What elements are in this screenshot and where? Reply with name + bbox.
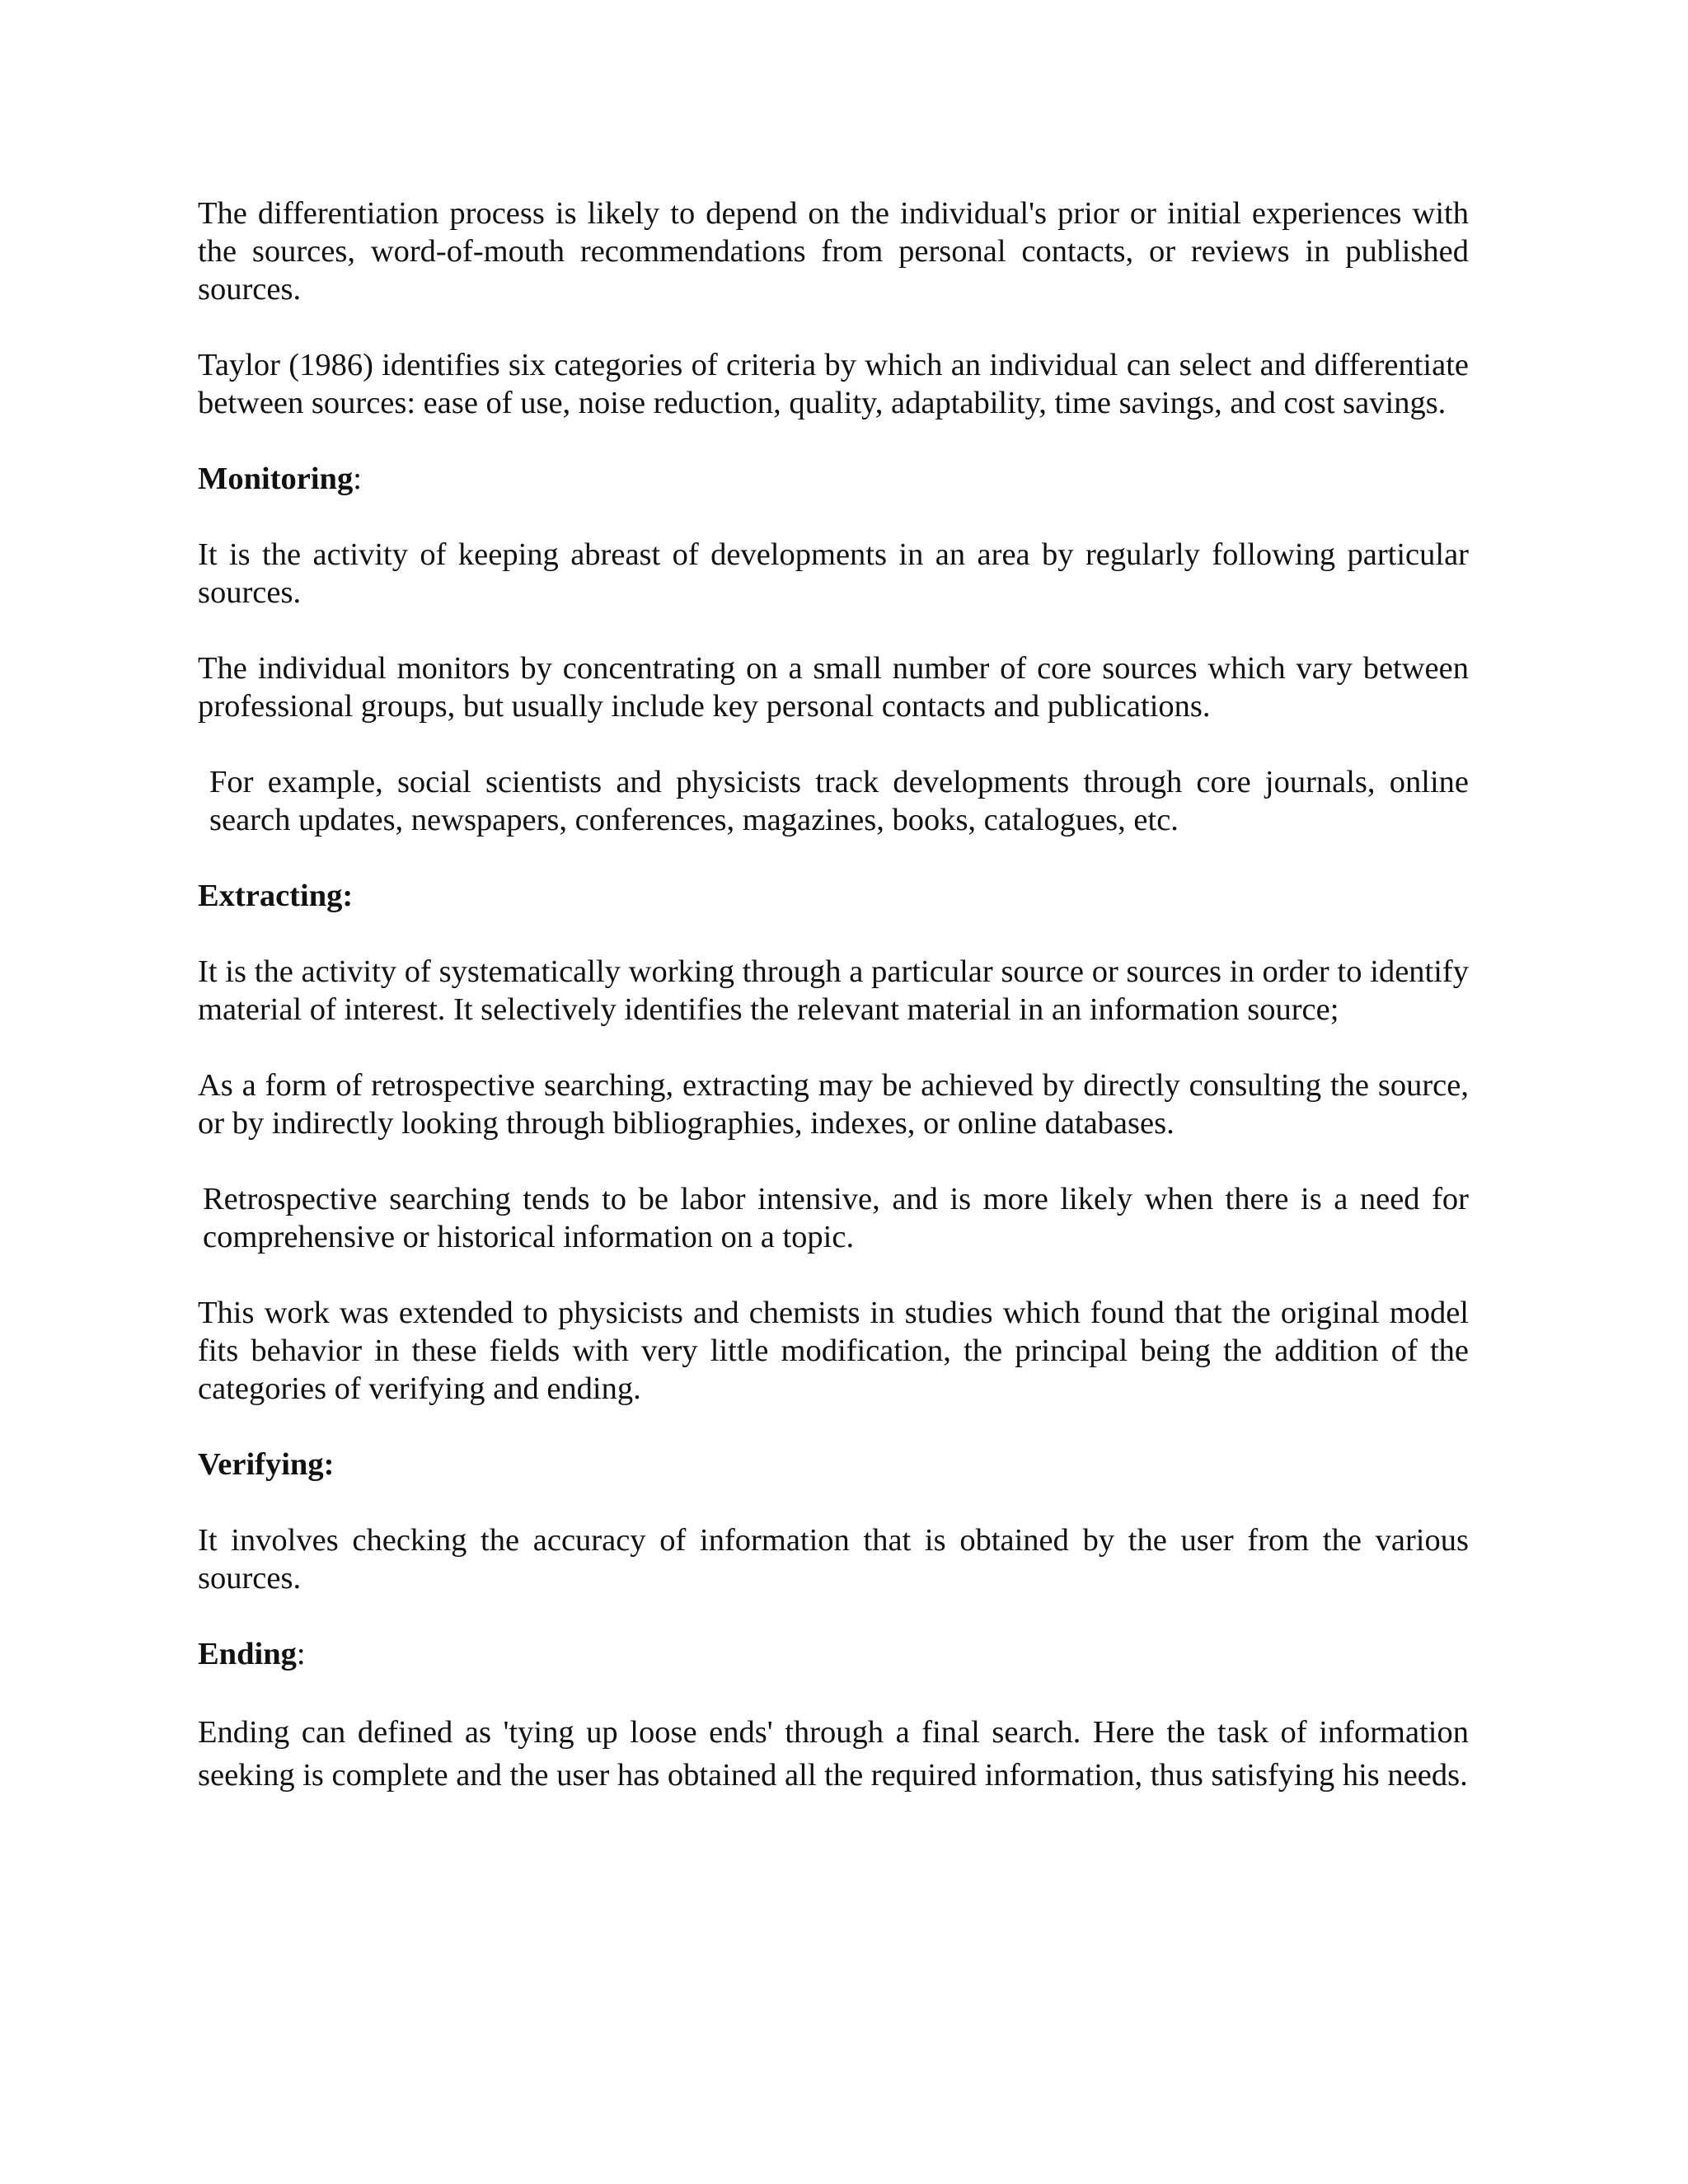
- ending-heading-text: Ending: [198, 1637, 297, 1671]
- paragraph-retrospective-searching: As a form of retrospective searching, extracting may be achieved by directly consulting the source, or by indirectly looking through bibliographies, indexes, or online databases.: [198, 1068, 1469, 1141]
- paragraph-extended-work: This work was extended to physicists and chemists in studies which found that the original model fits behavior in these fields with very little modification, the principal being the addition of the categories of verifying and ending.: [198, 1296, 1469, 1406]
- paragraph-verifying-definition: It involves checking the accuracy of information that is obtained by the user from the various sources.: [198, 1523, 1469, 1596]
- document-body: [198, 194, 1469, 1797]
- monitoring-heading-text: Monitoring: [198, 462, 354, 496]
- paragraph-labor-intensive: Retrospective searching tends to be labor intensive, and is more likely when there is a need for comprehensive or historical information on a topic.: [203, 1182, 1469, 1254]
- section-heading-monitoring: [198, 460, 1469, 498]
- monitoring-heading-suffix: :: [353, 462, 362, 496]
- paragraph-ending-definition: Ending can defined as 'tying up loose ends' through a final search. Here the task of information seeking is complete and the user has obtained all the required information, thus satisfying his needs.: [198, 1715, 1469, 1793]
- paragraph-monitoring-core-sources: The individual monitors by concentrating on a small number of core sources which vary between professional groups, but usually include key personal contacts and publications.: [198, 651, 1469, 724]
- paragraph-differentiation: The differentiation process is likely to depend on the individual's prior or initial experiences with the sources, word-of-mouth recommendations from personal contacts, or reviews in published sources.: [198, 196, 1469, 307]
- section-heading-extracting: [198, 877, 1469, 915]
- paragraph-taylor-criteria: Taylor (1986) identifies six categories of criteria by which an individual can select and differentiate between sources: ease of use, noise reduction, quality, adaptability, time savings, and cost savings.: [198, 348, 1469, 420]
- paragraph-monitoring-definition: It is the activity of keeping abreast of developments in an area by regularly following particular sources.: [198, 537, 1469, 610]
- ending-heading-suffix: :: [296, 1637, 306, 1671]
- paragraph-monitoring-example: For example, social scientists and physicists track developments through core journals, online search updates, newspapers, conferences, magazines, books, catalogues, etc.: [209, 765, 1469, 837]
- paragraph-extracting-definition: It is the activity of systematically working through a particular source or sources in order to identify material of interest. It selectively identifies the relevant material in an information source;: [198, 954, 1469, 1027]
- section-heading-ending: [198, 1635, 1469, 1673]
- section-heading-verifying: [198, 1446, 1469, 1483]
- verifying-heading-text: Verifying:: [198, 1447, 335, 1482]
- extracting-heading-text: Extracting:: [198, 879, 354, 913]
